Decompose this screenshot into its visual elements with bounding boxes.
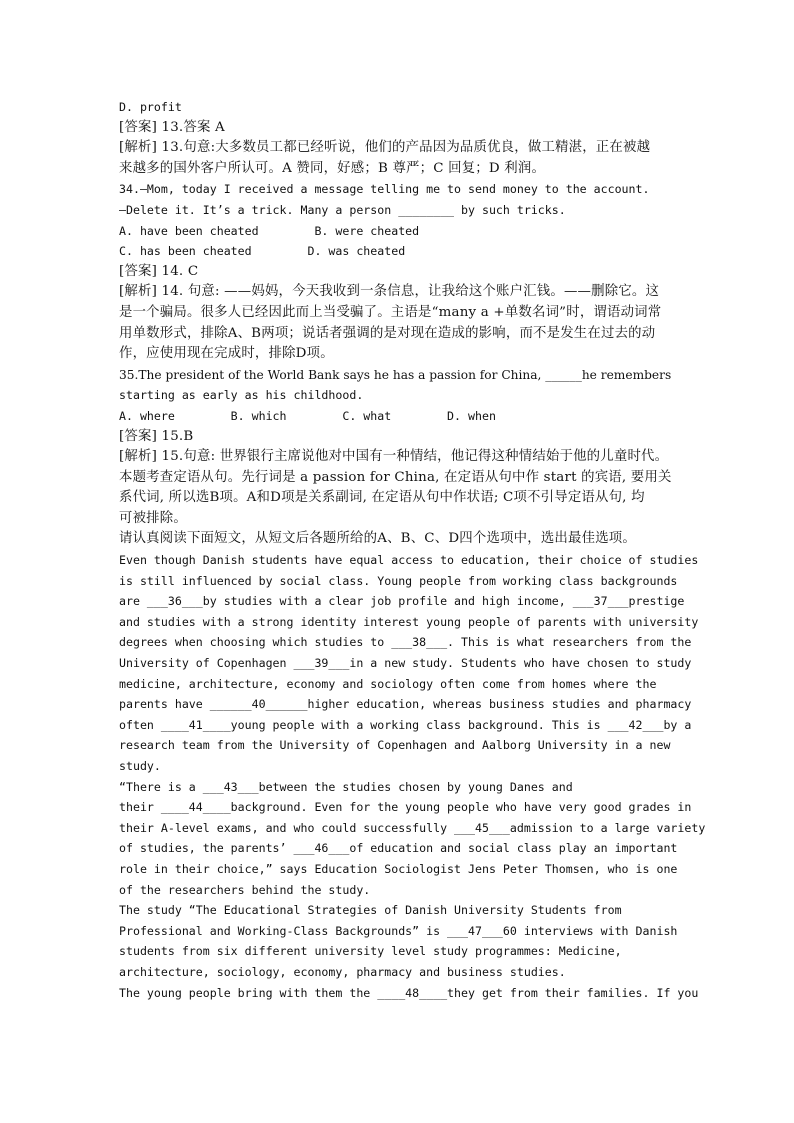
text-line: 可被排除。: [119, 510, 187, 526]
text-line: are ___36___by studies with a clear job profile and high income, ___37___prestige: [119, 594, 685, 609]
text-line: study.: [119, 759, 161, 773]
text-line: 34.—Mom, today I received a message telling me to send money to the account.: [119, 182, 650, 197]
text-line: students from six different university level study programmes: Medicine,: [119, 944, 622, 959]
text-line: 系代词, 所以选B项。A和D项是关系副词, 在定语从句中作状语; C项不引导定语从句, 均: [119, 490, 645, 506]
text-line: Even though Danish students have equal access to education, their choice of studies: [119, 553, 699, 568]
text-line: of the researchers behind the study.: [119, 882, 371, 897]
text-line: [解析] 15.句意: 世界银行主席说他对中国有一种情结，他记得这种情结始于他的儿童时代。: [119, 449, 669, 465]
text-line: 作，应使用现在完成时，排除D项。: [119, 346, 334, 362]
text-line: 请认真阅读下面短文，从短文后各题所给的A、B、C、D四个选项中，选出最佳选项。: [119, 531, 636, 547]
text-line: often ____41____young people with a working class background. This is ___42___by a: [119, 717, 692, 732]
text-line: medicine, architecture, economy and sociology often come from homes where the: [119, 676, 657, 691]
text-line: [答案] 14. C: [119, 263, 199, 279]
text-line: and studies with a strong identity interest young people of parents with university: [119, 614, 699, 629]
text-line: 用单数形式，排除A、B两项；说话者强调的是对现在造成的影响，而不是发生在过去的动: [119, 325, 656, 341]
text-line: [解析] 14. 句意: ——妈妈，今天我收到一条信息，让我给这个账户汇钱。——删除它。这: [119, 284, 660, 300]
text-line: research team from the University of Copenhagen and Aalborg University in a new: [119, 738, 671, 753]
text-line: 是一个骗局。很多人已经因此而上当受骗了。主语是“many a +单数名词”时，谓语动词常: [119, 304, 662, 320]
text-line: is still influenced by social class. Young people from working class backgrounds: [119, 573, 678, 588]
text-line: The young people bring with them the ____48____they get from their families. If you: [119, 985, 699, 1000]
text-line: their ____44____background. Even for the young people who have very good grades in: [119, 800, 692, 815]
text-line: “There is a ___43___between the studies chosen by young Danes and: [119, 779, 573, 794]
text-line: D. profit: [119, 100, 182, 114]
text-line: parents have ______40______higher education, whereas business studies and pharmacy: [119, 697, 692, 712]
text-line: [答案] 15.B: [119, 428, 194, 444]
text-line: degrees when choosing which studies to ___38___. This is what researchers from the: [119, 635, 692, 650]
text-line: 来越多的国外客户所认可。A 赞同，好感；B 尊严；C 回复；D 利润。: [119, 160, 546, 176]
text-line: 35.The president of the World Bank says he has a passion for China, ______he remembers: [119, 367, 672, 382]
text-line: 本题考查定语从句。先行词是 a passion for China, 在定语从句中作 start 的宾语, 要用关: [119, 469, 672, 485]
text-line: A. have been cheated B. were cheated: [119, 223, 420, 238]
document-page: [119, 97, 706, 1003]
text-line: architecture, sociology, economy, pharmacy and business studies.: [119, 964, 566, 979]
text-line: The study “The Educational Strategies of Danish University Students from: [119, 903, 622, 918]
text-line: their A-level exams, and who could successfully ___45___admission to a large variety: [119, 820, 706, 835]
text-line: Professional and Working-Class Backgrounds” is ___47___60 interviews with Danish: [119, 923, 678, 938]
text-line: role in their choice,” says Education Sociologist Jens Peter Thomsen, who is one: [119, 861, 678, 876]
text-line: A. where B. which C. what D. when: [119, 408, 496, 423]
text-line: starting as early as his childhood.: [119, 388, 364, 403]
text-line: C. has been cheated D. was cheated: [119, 244, 406, 259]
text-line: University of Copenhagen ___39___in a new study. Students who have chosen to study: [119, 656, 692, 671]
text-line: [答案] 13.答案 A: [119, 119, 225, 135]
text-line: of studies, the parents’ ___46___of education and social class play an important: [119, 841, 678, 856]
text-line: —Delete it. It’s a trick. Many a person ________ by such tricks.: [119, 202, 566, 217]
text-line: [解析] 13.句意:大多数员工都已经听说，他们的产品因为品质优良，做工精湛，正在被越: [119, 140, 651, 156]
